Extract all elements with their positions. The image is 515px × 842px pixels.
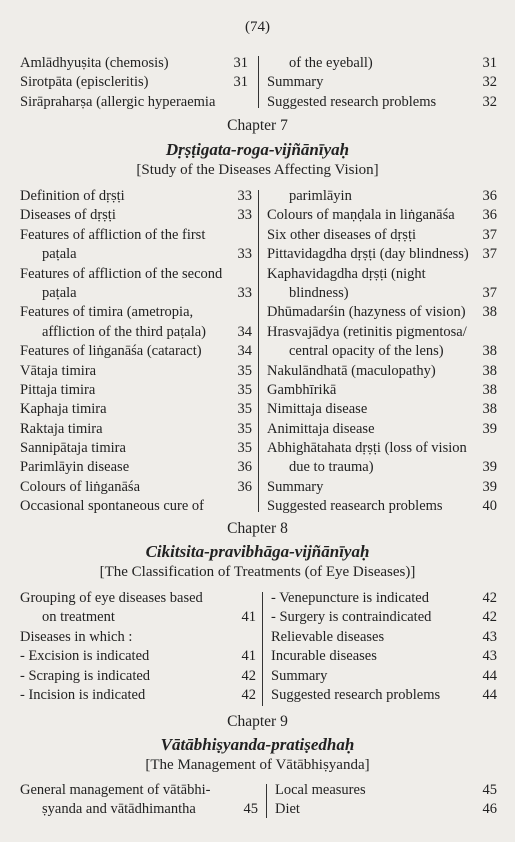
toc-entry xyxy=(267,478,497,497)
column-divider xyxy=(258,56,259,108)
toc-entry-title: Diseases of dṛṣṭi xyxy=(20,207,116,224)
column-divider xyxy=(258,190,259,512)
toc-entry-title: - Venepuncture is indicated xyxy=(271,590,429,606)
toc-entry xyxy=(275,781,497,800)
toc-entry-title: Dhūmadarśin (hazyness of vision) xyxy=(267,304,466,321)
toc-entry xyxy=(20,342,252,361)
chapter8-subtitle: [The Classification of Treatments (of Eye Diseases)] xyxy=(99,564,416,580)
toc-entry-title: Features of liṅganāśa (cataract) xyxy=(20,343,202,360)
toc-entry xyxy=(267,362,497,381)
toc-entry-title: of the eyeball) xyxy=(289,55,373,71)
toc-entry-title: Features of timira (ametropia, xyxy=(20,304,194,321)
toc-entry xyxy=(20,439,252,458)
toc-entry xyxy=(20,420,252,439)
toc-entry-title: Kaphavidagdha dṛṣṭi (night xyxy=(267,265,426,282)
toc-entry-page: 40 xyxy=(482,498,497,515)
toc-entry-title: Raktaja timira xyxy=(20,420,103,437)
toc-entry-page: 36 xyxy=(237,459,252,476)
toc-entry-page: 36 xyxy=(482,207,497,224)
toc-entry-title: Abhighātahata dṛṣṭi (loss of vision xyxy=(267,440,467,457)
toc-entry-page: 33 xyxy=(237,188,252,204)
toc-entry-title: Sannipātaja timira xyxy=(20,440,126,457)
toc-entry-page: 42 xyxy=(482,590,497,606)
toc-entry-page: 35 xyxy=(237,362,252,379)
toc-entry-page: 37 xyxy=(482,226,497,243)
toc-entry xyxy=(267,245,497,264)
toc-entry-page: 35 xyxy=(237,401,252,418)
toc-entry-title: - Scraping is indicated xyxy=(20,667,151,684)
toc-entry-page: 39 xyxy=(482,478,497,495)
toc-entry xyxy=(267,342,497,361)
toc-entry-title: due to trauma) xyxy=(289,459,374,476)
toc-entry xyxy=(20,245,252,264)
toc-entry-title: Incurable diseases xyxy=(271,648,377,665)
toc-entry-title: central opacity of the lens) xyxy=(289,343,444,360)
toc-entry xyxy=(20,628,256,647)
toc-entry-page: 36 xyxy=(482,188,497,204)
toc-entry xyxy=(20,187,252,206)
toc-entry-title: Definition of dṛṣṭi xyxy=(20,188,125,204)
toc-entry-page: 36 xyxy=(237,478,252,495)
toc-entry-title: Hrasvajādya (retinitis pigmentosa/ xyxy=(267,323,467,340)
toc-entry xyxy=(20,589,256,608)
toc-entry xyxy=(20,667,256,686)
toc-entry-page: 44 xyxy=(482,667,497,684)
toc-entry-title: parimlāyin xyxy=(289,188,352,204)
toc-entry-page: 45 xyxy=(243,801,258,818)
chapter7-subtitle: [Study of the Diseases Affecting Vision] xyxy=(136,162,379,178)
toc-entry-page: 33 xyxy=(237,207,252,224)
chapter9-title: Vātābhiṣyanda-pratiṣedhaḥ xyxy=(160,735,355,754)
toc-entry xyxy=(267,458,497,477)
toc-entry-title: Grouping of eye diseases based xyxy=(20,590,203,606)
toc-entry xyxy=(271,628,497,647)
toc-entry-page: 35 xyxy=(237,440,252,457)
chapter8-left-column xyxy=(20,589,256,705)
chapter9-heading: Chapter 9 xyxy=(227,713,288,730)
toc-entry-page: 34 xyxy=(237,343,252,360)
toc-entry-title: Local measures xyxy=(275,782,366,798)
toc-entry xyxy=(20,54,248,73)
toc-entry xyxy=(20,73,248,92)
toc-entry-title: Features of affliction of the first xyxy=(20,226,206,243)
toc-entry xyxy=(20,478,252,497)
toc-entry-title: affliction of the third paṭala) xyxy=(42,323,207,340)
toc-entry-title: blindness) xyxy=(289,284,349,301)
toc-entry xyxy=(20,265,252,284)
toc-entry xyxy=(20,362,252,381)
toc-entry-title: Occasional spontaneous cure of xyxy=(20,498,205,515)
toc-entry-title: Gambhīrikā xyxy=(267,381,337,398)
chapter8-right-column xyxy=(271,589,497,705)
toc-entry-title: Suggested research problems xyxy=(267,93,437,110)
toc-entry xyxy=(275,800,497,819)
toc-entry-title: ṣyanda and vātādhimantha xyxy=(42,801,196,818)
toc-entry xyxy=(20,458,252,477)
toc-entry xyxy=(267,206,497,225)
toc-entry xyxy=(267,400,497,419)
toc-entry-title: Pittavidagdha dṛṣṭi (day blindness) xyxy=(267,246,469,263)
toc-entry-title: Sirāpraharṣa (allergic hyperaemia xyxy=(20,93,216,110)
toc-entry xyxy=(20,497,252,516)
toc-entry-title: - Surgery is contraindicated xyxy=(271,609,432,626)
toc-entry xyxy=(20,206,252,225)
toc-entry-title: Nimittaja disease xyxy=(267,401,368,418)
chapter9-left-column xyxy=(20,781,258,820)
toc-entry xyxy=(267,497,497,516)
toc-entry-page: 32 xyxy=(482,93,497,110)
toc-entry-page: 38 xyxy=(482,304,497,321)
toc-entry-title: Relievable diseases xyxy=(271,628,385,645)
toc-entry-page: 38 xyxy=(482,362,497,379)
toc-entry-title: Suggested reasearch problems xyxy=(267,498,443,515)
toc-entry xyxy=(20,303,252,322)
toc-entry xyxy=(267,323,497,342)
toc-entry-title: Features of affliction of the second xyxy=(20,265,223,282)
toc-entry xyxy=(20,226,252,245)
chapter7-heading: Chapter 7 xyxy=(227,117,288,134)
toc-entry-page: 42 xyxy=(241,667,256,684)
toc-entry xyxy=(20,608,256,627)
toc-entry-page: 37 xyxy=(482,246,497,263)
toc-entry-page: 31 xyxy=(482,55,497,71)
column-divider xyxy=(266,784,267,818)
toc-entry-title: Pittaja timira xyxy=(20,381,96,398)
toc-entry xyxy=(267,226,497,245)
toc-entry-title: Animittaja disease xyxy=(267,420,375,437)
toc-entry xyxy=(20,800,258,819)
chapter9-right-column xyxy=(275,781,497,820)
toc-entry-title: Nakulāndhatā (maculopathy) xyxy=(267,362,436,379)
chapter7-left-column xyxy=(20,187,252,517)
toc-entry-title: Parimlāyin disease xyxy=(20,459,130,476)
toc-entry-title: Vātaja timira xyxy=(20,362,97,379)
toc-entry-title: Diseases in which : xyxy=(20,628,133,645)
toc-entry xyxy=(267,265,497,284)
toc-entry-title: Summary xyxy=(267,478,324,495)
toc-entry-page: 35 xyxy=(237,381,252,398)
toc-entry-title: Amlādhyuṣita (chemosis) xyxy=(20,55,169,71)
toc-entry xyxy=(20,781,258,800)
column-divider xyxy=(262,592,263,706)
chapter8-heading: Chapter 8 xyxy=(227,520,288,537)
toc-entry-page: 44 xyxy=(482,686,497,703)
toc-entry-page: 33 xyxy=(237,284,252,301)
toc-entry xyxy=(267,284,497,303)
toc-entry xyxy=(267,187,497,206)
toc-entry-page: 34 xyxy=(237,323,252,340)
toc-entry xyxy=(267,73,497,92)
toc-entry-title: Sirotpāta (episcleritis) xyxy=(20,74,149,91)
toc-entry-page: 39 xyxy=(482,420,497,437)
toc-entry-title: Suggested research problems xyxy=(271,686,441,703)
toc-entry xyxy=(20,323,252,342)
toc-entry-title: - Excision is indicated xyxy=(20,648,150,665)
toc-entry xyxy=(20,284,252,303)
toc-entry xyxy=(267,303,497,322)
toc-entry xyxy=(20,381,252,400)
toc-entry-title: Six other diseases of dṛṣṭi xyxy=(267,226,417,243)
toc-entry xyxy=(271,647,497,666)
top-left-column xyxy=(20,54,248,112)
top-right-column xyxy=(267,54,497,112)
toc-entry-page: 45 xyxy=(482,782,497,798)
toc-entry xyxy=(267,93,497,112)
toc-entry-page: 31 xyxy=(233,55,248,71)
toc-entry-page: 42 xyxy=(241,686,256,703)
toc-entry xyxy=(271,686,497,705)
chapter8-title: Cikitsita-pravibhāga-vijñānīyaḥ xyxy=(145,542,370,561)
toc-entry xyxy=(20,686,256,705)
toc-entry-title: Colours of maṇḍala in liṅganāśa xyxy=(267,207,455,224)
toc-entry-title: Summary xyxy=(271,667,328,684)
toc-entry xyxy=(267,420,497,439)
toc-entry xyxy=(271,589,497,608)
toc-entry-page: 32 xyxy=(482,74,497,91)
toc-entry-page: 46 xyxy=(482,801,497,818)
toc-entry-title: Summary xyxy=(267,74,324,91)
toc-entry-title: paṭala xyxy=(42,284,77,301)
toc-entry xyxy=(267,439,497,458)
toc-entry xyxy=(20,400,252,419)
toc-entry-page: 38 xyxy=(482,381,497,398)
toc-entry-title: Diet xyxy=(275,801,300,818)
toc-entry-page: 43 xyxy=(482,628,497,645)
toc-entry-page: 38 xyxy=(482,401,497,418)
toc-entry-title: - Incision is indicated xyxy=(20,686,146,703)
toc-entry-title: Kaphaja timira xyxy=(20,401,107,418)
toc-entry xyxy=(267,381,497,400)
toc-entry-page: 41 xyxy=(241,609,256,626)
toc-entry xyxy=(271,667,497,686)
toc-entry-page: 33 xyxy=(237,246,252,263)
chapter7-right-column xyxy=(267,187,497,517)
toc-entry xyxy=(20,647,256,666)
toc-entry-title: paṭala xyxy=(42,246,77,263)
toc-entry-title: Colours of liṅganāśa xyxy=(20,478,141,495)
toc-entry xyxy=(20,93,248,112)
chapter7-title: Dṛṣṭigata-roga-vijñānīyaḥ xyxy=(165,140,350,159)
page-number: (74) xyxy=(245,19,270,35)
toc-entry xyxy=(271,608,497,627)
toc-entry-page: 39 xyxy=(482,459,497,476)
toc-entry-page: 41 xyxy=(241,648,256,665)
toc-entry-page: 31 xyxy=(233,74,248,91)
toc-entry-page: 37 xyxy=(482,284,497,301)
toc-entry xyxy=(267,54,497,73)
toc-entry-page: 43 xyxy=(482,648,497,665)
toc-entry-title: General management of vātābhi- xyxy=(20,782,211,798)
chapter9-subtitle: [The Management of Vātābhiṣyanda] xyxy=(145,757,370,773)
toc-entry-page: 38 xyxy=(482,343,497,360)
toc-entry-page: 42 xyxy=(482,609,497,626)
toc-entry-page: 35 xyxy=(237,420,252,437)
toc-entry-title: on treatment xyxy=(42,609,115,626)
